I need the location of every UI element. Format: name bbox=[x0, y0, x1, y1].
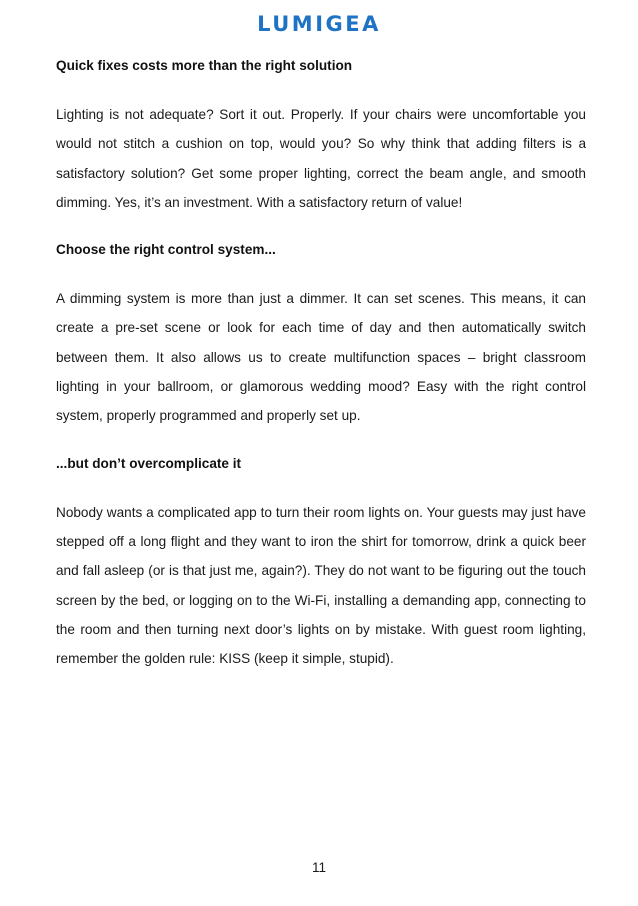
page-content bbox=[56, 56, 586, 673]
section-heading-quick-fixes: Quick fixes costs more than the right solution bbox=[56, 58, 353, 73]
brand-logo: LUMIGEA bbox=[257, 12, 381, 36]
section-body-control-system: A dimming system is more than just a dimmer. It can set scenes. This means, it can create a pre-set scene or look for each time of day and then automatically switch between them. It also allows us to create multifunction spaces – bright classroom lighting in your ballroom, or glamorous wedding mood? Easy with the right control system, properly programmed and properly set up. bbox=[56, 291, 586, 424]
section-body-quick-fixes: Lighting is not adequate? Sort it out. Properly. If your chairs were uncomfortable you would not stitch a cushion on top, would you? So why think that adding filters is a satisfactory solution? Get some proper lighting, correct the beam angle, and smooth dimming. Yes, it’s an investment. With a satisfactory return of value! bbox=[56, 107, 586, 210]
page-number: 11 bbox=[311, 860, 327, 875]
section-heading-dont-overcomplicate: ...but don’t overcomplicate it bbox=[56, 455, 242, 471]
section-heading-control-system: Choose the right control system... bbox=[56, 242, 276, 258]
section-body-dont-overcomplicate: Nobody wants a complicated app to turn their room lights on. Your guests may just have stepped off a long flight and they want to iron the shirt for tomorrow, drink a quick beer and fall asleep (or is that just me, again?). They do not want to be figuring out the touch screen by the bed, or logging on to the Wi-Fi, installing a demanding app, connecting to the room and then turning next door’s lights on by mistake. With guest room lighting, remember the golden rule: KISS (keep it simple, stupid). bbox=[56, 504, 586, 667]
